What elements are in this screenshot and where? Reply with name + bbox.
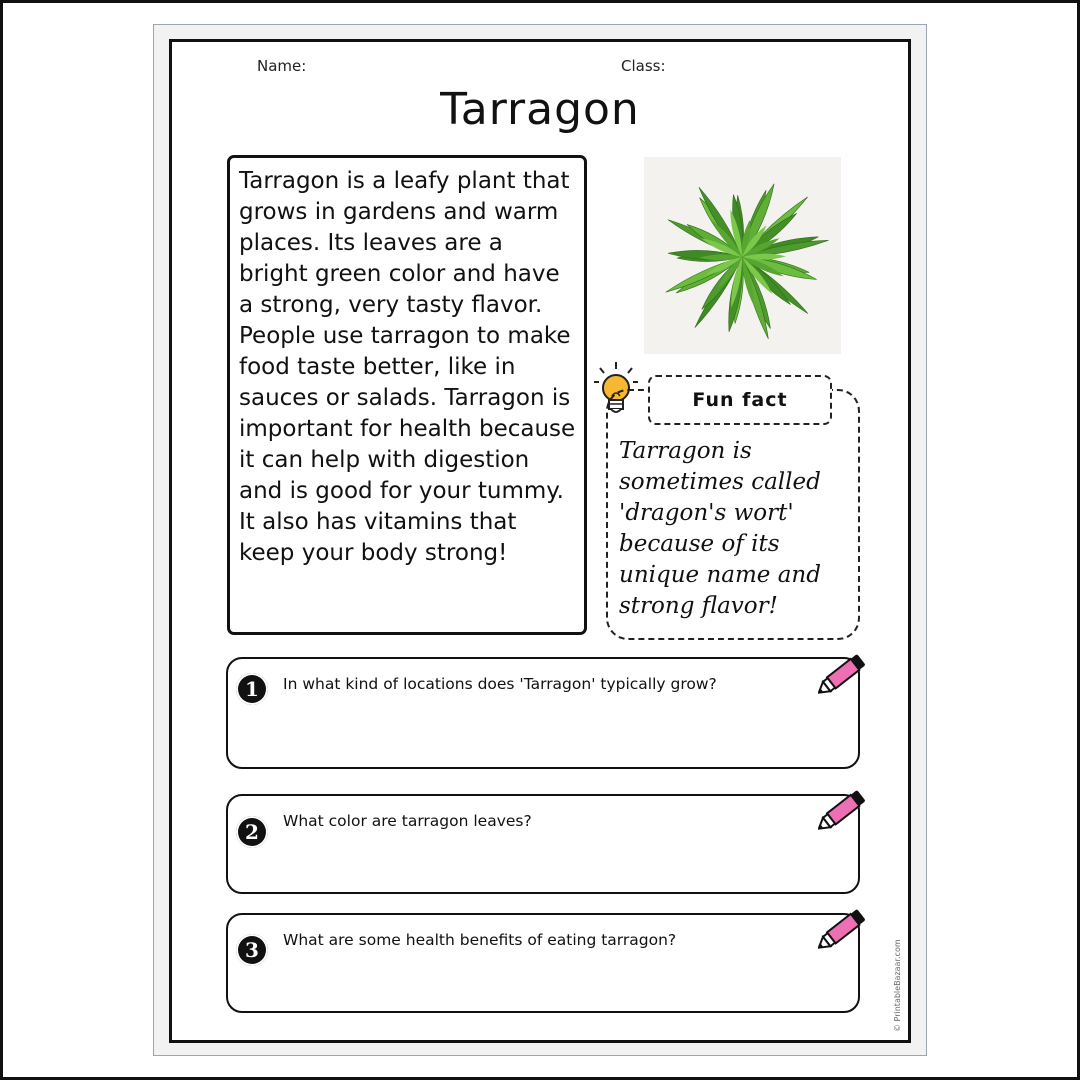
name-label: Name:	[257, 57, 307, 75]
fun-fact-heading: Fun fact	[648, 375, 832, 425]
credit-text: © PrintableBazaar.com	[893, 939, 902, 1032]
question-number-2: 2	[236, 816, 268, 848]
tarragon-plant-image	[644, 157, 841, 354]
pencil-icon	[818, 650, 870, 700]
pencil-icon	[818, 786, 870, 836]
question-text-3: What are some health benefits of eating tarragon?	[283, 931, 677, 949]
question-text-1: In what kind of locations does 'Tarragon' typically grow?	[283, 675, 717, 693]
question-text-2: What color are tarragon leaves?	[283, 812, 532, 830]
fun-fact-text: Tarragon is sometimes called 'dragon's wort' because of its unique name and strong flavor!	[619, 438, 821, 619]
answer-box-1[interactable]	[226, 657, 860, 769]
page-title: Tarragon	[440, 84, 640, 135]
reading-passage: Tarragon is a leafy plant that grows in gardens and warm places. Its leaves are a bright green color and have a strong, very tasty flavor. People use tarragon to make food taste better, like in sauces or salads. Tarragon is important for health because it can help with digestion and is good for your tummy. It also has vitamins that keep your body strong!	[227, 155, 587, 635]
question-number-3: 3	[236, 934, 268, 966]
answer-box-2[interactable]	[226, 794, 860, 894]
pencil-icon	[818, 905, 870, 955]
answer-box-3[interactable]	[226, 913, 860, 1013]
question-number-1: 1	[236, 673, 268, 705]
class-label: Class:	[621, 57, 666, 75]
